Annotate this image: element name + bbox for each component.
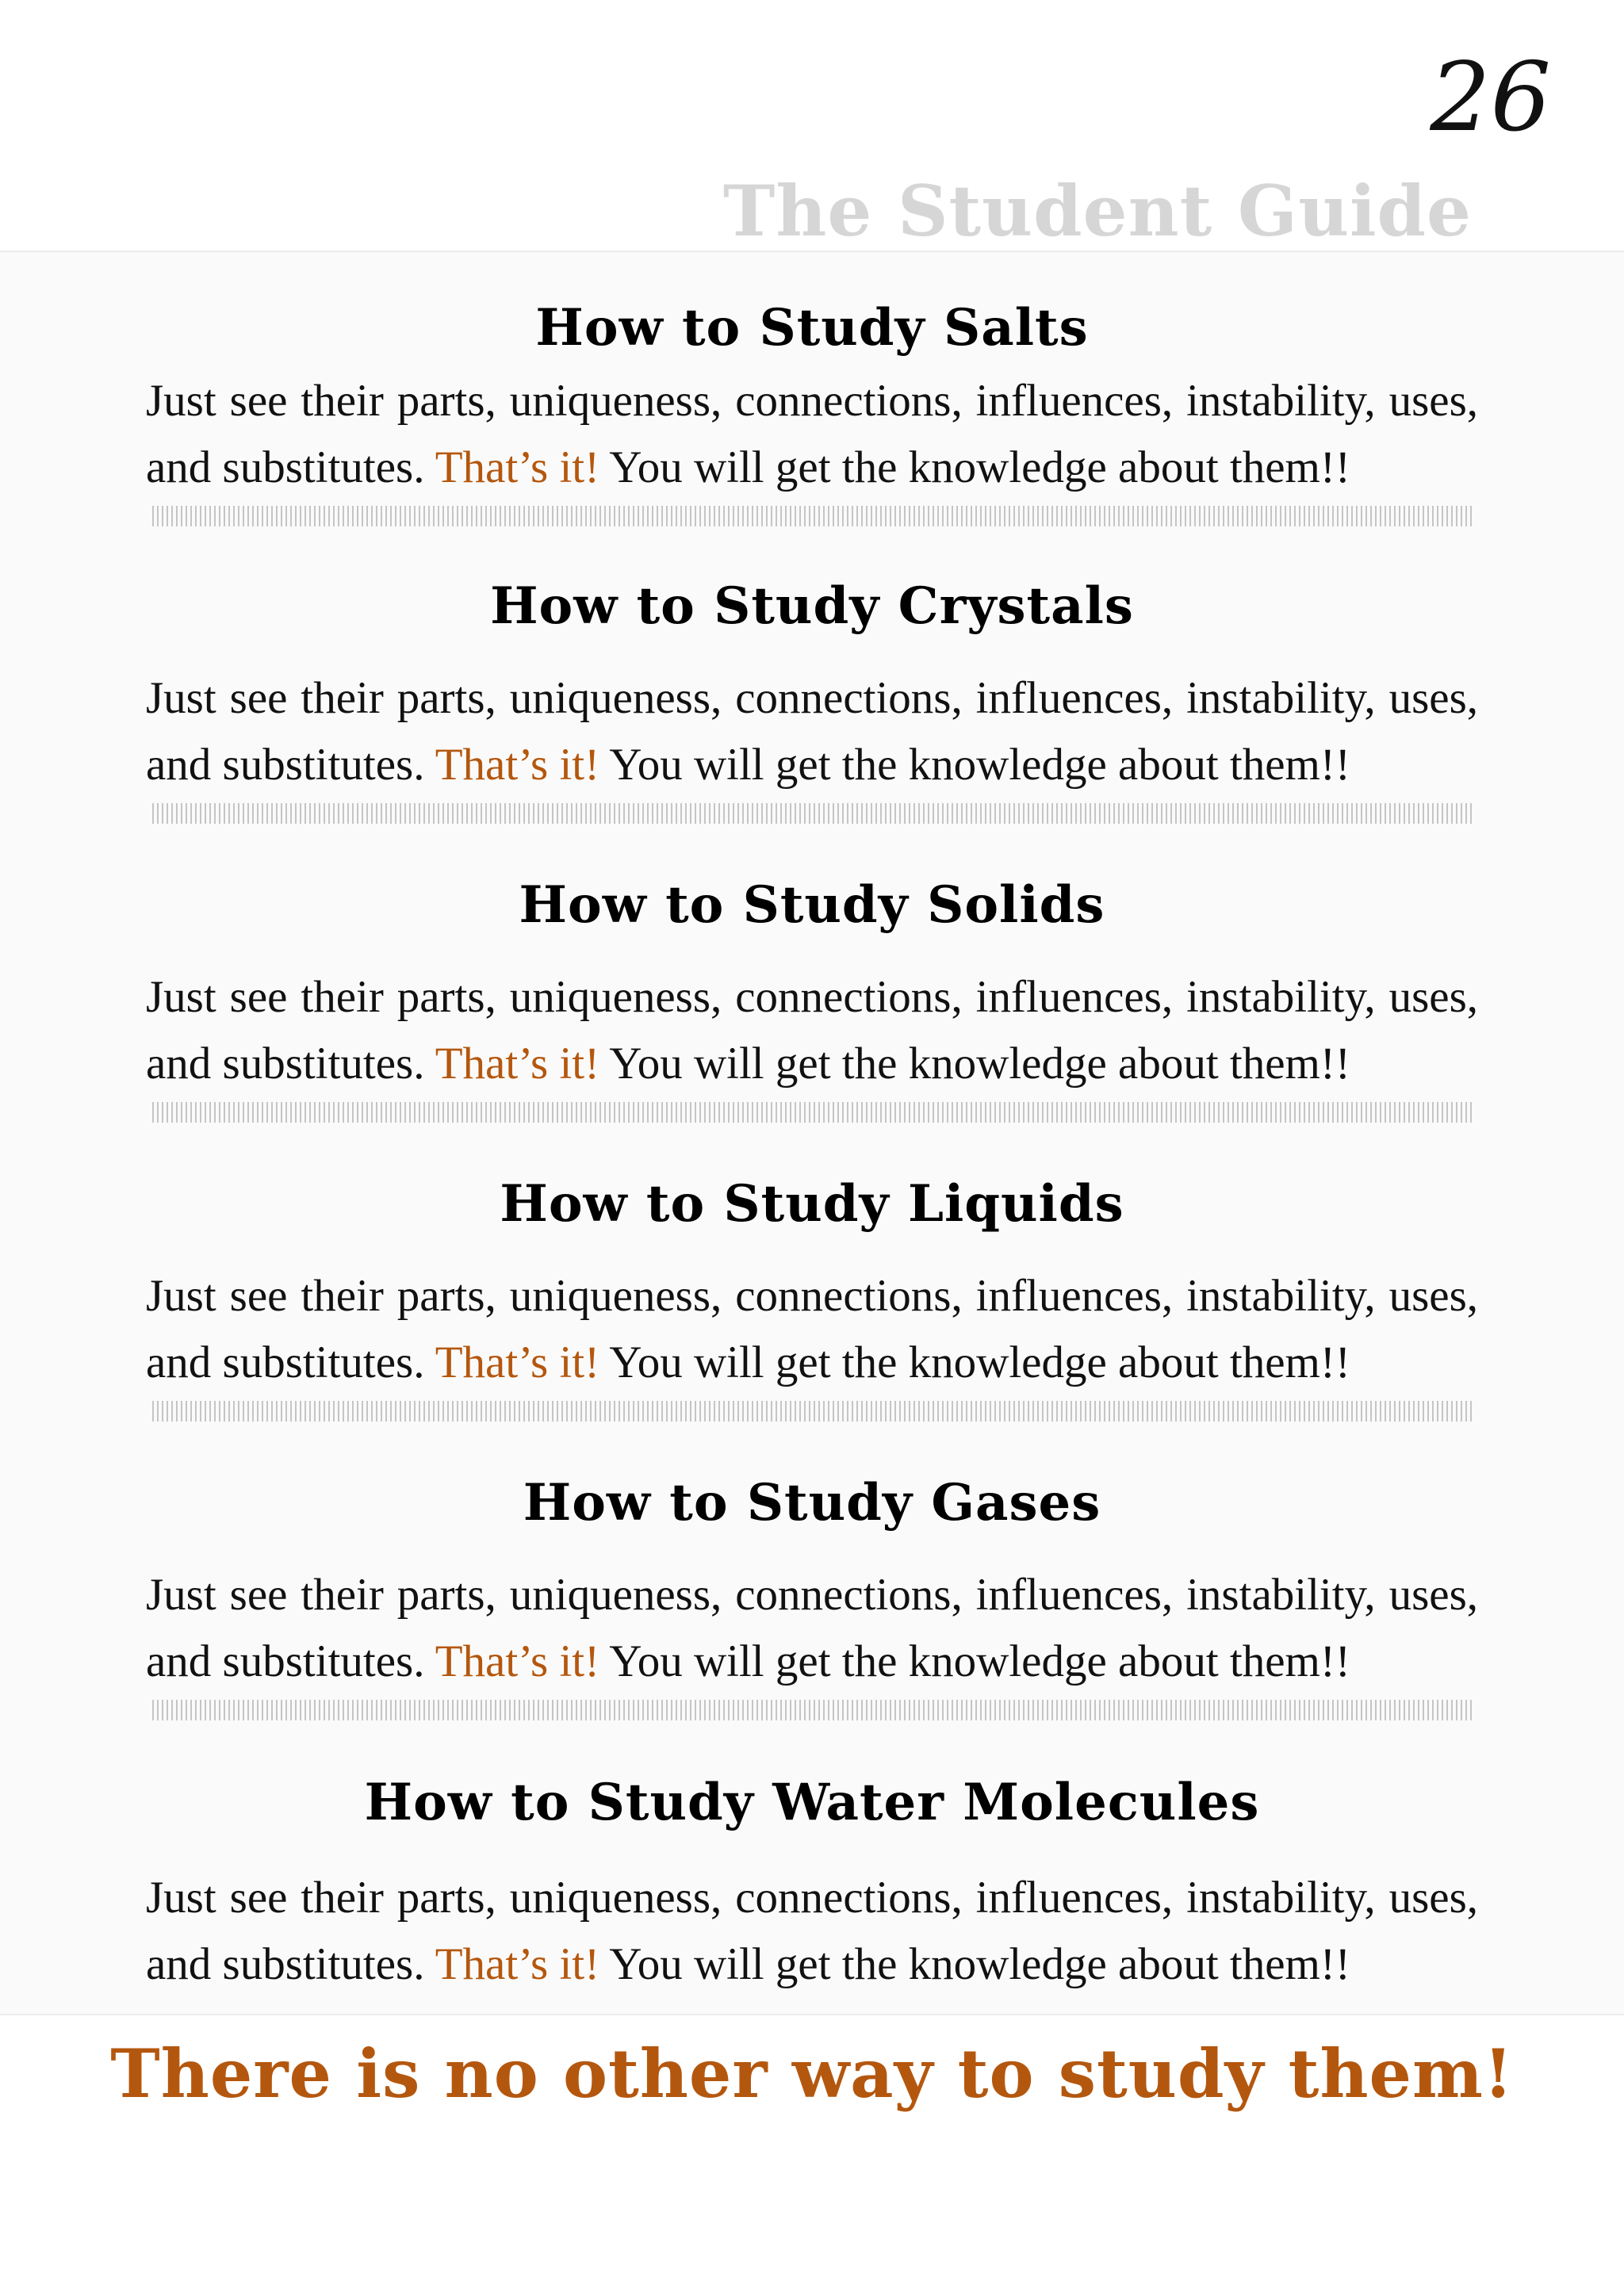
section-gases	[0, 1473, 1624, 1720]
section-title: How to Study Crystals	[490, 576, 1134, 636]
body-text: Just see their parts, uniqueness, connections, influences, instability, uses, and substitutes.	[146, 673, 1478, 790]
footer-rule	[0, 2014, 1624, 2015]
page-number: 26	[1430, 43, 1551, 153]
body-highlight: That’s it!	[435, 1636, 600, 1686]
section-divider	[152, 1401, 1473, 1422]
section-liquids	[0, 1174, 1624, 1422]
section-crystals	[0, 576, 1624, 824]
section-body	[146, 1562, 1478, 1695]
section-body	[146, 1263, 1478, 1396]
running-title: The Student Guide	[722, 170, 1472, 252]
section-body	[146, 368, 1478, 501]
section-body	[146, 1865, 1478, 1998]
section-divider	[152, 803, 1473, 824]
section-divider	[152, 1102, 1473, 1123]
body-text-end: You will get the knowledge about them!!	[609, 1939, 1350, 1989]
body-highlight: That’s it!	[435, 1337, 600, 1387]
body-text: Just see their parts, uniqueness, connections, influences, instability, uses, and substitutes.	[146, 1271, 1478, 1387]
body-text-end: You will get the knowledge about them!!	[609, 1636, 1350, 1686]
body-text-end: You will get the knowledge about them!!	[609, 1337, 1350, 1387]
section-title: How to Study Gases	[523, 1473, 1101, 1533]
body-highlight: That’s it!	[435, 1939, 600, 1989]
section-title: How to Study Salts	[535, 298, 1089, 358]
body-text-end: You will get the knowledge about them!!	[609, 740, 1350, 790]
body-text-end: You will get the knowledge about them!!	[609, 442, 1350, 492]
section-water-molecules	[0, 1773, 1624, 1998]
body-text: Just see their parts, uniqueness, connections, influences, instability, uses, and substitutes.	[146, 1873, 1478, 1989]
body-text-end: You will get the knowledge about them!!	[609, 1039, 1350, 1089]
body-text: Just see their parts, uniqueness, connections, influences, instability, uses, and substitutes.	[146, 376, 1478, 492]
body-highlight: That’s it!	[435, 442, 600, 492]
section-solids	[0, 875, 1624, 1123]
body-highlight: That’s it!	[435, 740, 600, 790]
section-body	[146, 964, 1478, 1097]
section-title: How to Study Liquids	[500, 1174, 1124, 1234]
body-text: Just see their parts, uniqueness, connections, influences, instability, uses, and substitutes.	[146, 972, 1478, 1089]
section-salts	[0, 298, 1624, 526]
section-title: How to Study Water Molecules	[364, 1773, 1260, 1832]
conclusion-text: There is no other way to study them!	[110, 2034, 1514, 2113]
section-divider	[152, 506, 1473, 526]
body-highlight: That’s it!	[435, 1039, 600, 1089]
section-title: How to Study Solids	[519, 875, 1105, 935]
body-text: Just see their parts, uniqueness, connections, influences, instability, uses, and substitutes.	[146, 1570, 1478, 1686]
section-divider	[152, 1700, 1473, 1720]
section-body	[146, 665, 1478, 798]
